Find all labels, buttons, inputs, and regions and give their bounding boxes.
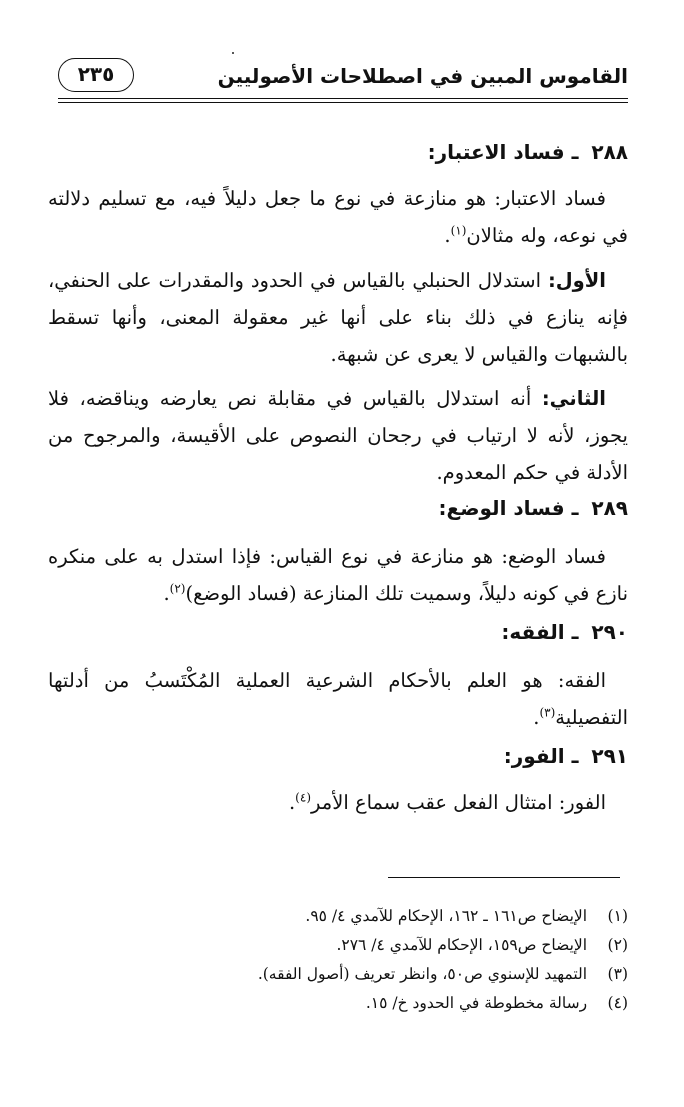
- section-title: الفور:: [503, 744, 565, 768]
- footnote: [68, 989, 628, 1018]
- footnote-mark: (٣): [607, 965, 628, 983]
- footnote-separator: [388, 877, 620, 878]
- footnote-ref: (١): [450, 223, 467, 238]
- paragraph: [48, 784, 628, 821]
- paragraph-tail: .: [163, 582, 170, 605]
- paragraph: [48, 662, 628, 736]
- footnotes: [68, 902, 628, 1018]
- paragraph: [48, 538, 628, 612]
- section-number: ٢٨٨: [591, 140, 628, 164]
- book-title: القاموس المبين في اصطلاحات الأصوليين: [217, 64, 628, 88]
- header-rule-inner: [58, 102, 628, 103]
- footnote-text: الإيضاح ص١٥٩، الإحكام للآمدي ٤/ ٢٧٦.: [336, 936, 588, 954]
- section-heading: ٢٩٠ ـ الفقه:: [501, 620, 628, 644]
- footnote-text: رسالة مخطوطة في الحدود خ/ ١٥.: [365, 994, 588, 1012]
- paragraph-text: استدلال الحنبلي بالقياس في الحدود والمقدرات على الحنفي، فإنه ينازع في ذلك بناء على أنها غير معقولة المعنى، وأنها تسقط بالشبهات والقياس لا يعرى عن شبهة.: [48, 269, 628, 366]
- paragraph-text: فساد الوضع: هو منازعة في نوع القياس: فإذا استدل به على منكره نازع في كونه دليلاً، وسميت تلك المنازعة (فساد الوضع): [48, 545, 628, 605]
- footnote: [68, 931, 628, 960]
- paragraph-tail: .: [533, 706, 540, 729]
- paragraph: [48, 380, 628, 491]
- footnote-mark: (١): [607, 907, 628, 925]
- paragraph-lead: الأول:: [547, 269, 606, 292]
- section-heading: ٢٨٩ ـ فساد الوضع:: [438, 496, 628, 520]
- footnote-mark: (٢): [607, 936, 628, 954]
- print-speck: [232, 52, 234, 54]
- paragraph-text: فساد الاعتبار: هو منازعة في نوع ما جعل دليلاً فيه، مع تسليم دلالته في نوعه، وله مثالان: [48, 187, 628, 247]
- section-number: ٢٩٠: [591, 620, 628, 644]
- paragraph-text: الفور: امتثال الفعل عقب سماع الأمر: [311, 791, 606, 814]
- paragraph-text: أنه استدلال بالقياس في مقابلة نص يعارضه ويناقضه، فلا يجوز، لأنه لا ارتياب في رجحان النصوص على الأقيسة، والمرجوح من الأدلة في حكم المعدوم.: [48, 387, 628, 484]
- paragraph-lead: الثاني:: [541, 387, 606, 410]
- section-heading: ٢٨٨ ـ فساد الاعتبار:: [427, 140, 628, 164]
- section-heading: ٢٩١ ـ الفور:: [503, 744, 628, 768]
- paragraph-tail: .: [444, 224, 451, 247]
- footnote-mark: (٤): [607, 994, 628, 1012]
- paragraph: [48, 262, 628, 373]
- section-title: فساد الوضع:: [438, 496, 565, 520]
- section-title: الفقه:: [501, 620, 565, 644]
- section-title: فساد الاعتبار:: [427, 140, 565, 164]
- footnote-ref: (٣): [539, 705, 556, 720]
- footnote-text: التمهيد للإسنوي ص٥٠، وانظر تعريف (أصول الفقه).: [257, 965, 588, 983]
- footnote-ref: (٢): [169, 581, 186, 596]
- paragraph-tail: .: [288, 791, 296, 814]
- footnote: [68, 902, 628, 931]
- running-header: [58, 58, 628, 96]
- paragraph: [48, 180, 628, 254]
- section-number: ٢٩١: [591, 744, 628, 768]
- paragraph-text: الفقه: هو العلم بالأحكام الشرعية العملية المُكْتَسبُ من أدلتها التفصيلية: [48, 669, 628, 729]
- footnote-text: الإيضاح ص١٦١ ـ ١٦٢، الإحكام للآمدي ٤/ ٩٥.: [305, 907, 588, 925]
- page-number: ٢٣٥: [58, 58, 134, 92]
- footnote: [68, 960, 628, 989]
- section-number: ٢٨٩: [591, 496, 628, 520]
- header-rule: [58, 98, 628, 99]
- footnote-ref: (٤): [295, 790, 311, 805]
